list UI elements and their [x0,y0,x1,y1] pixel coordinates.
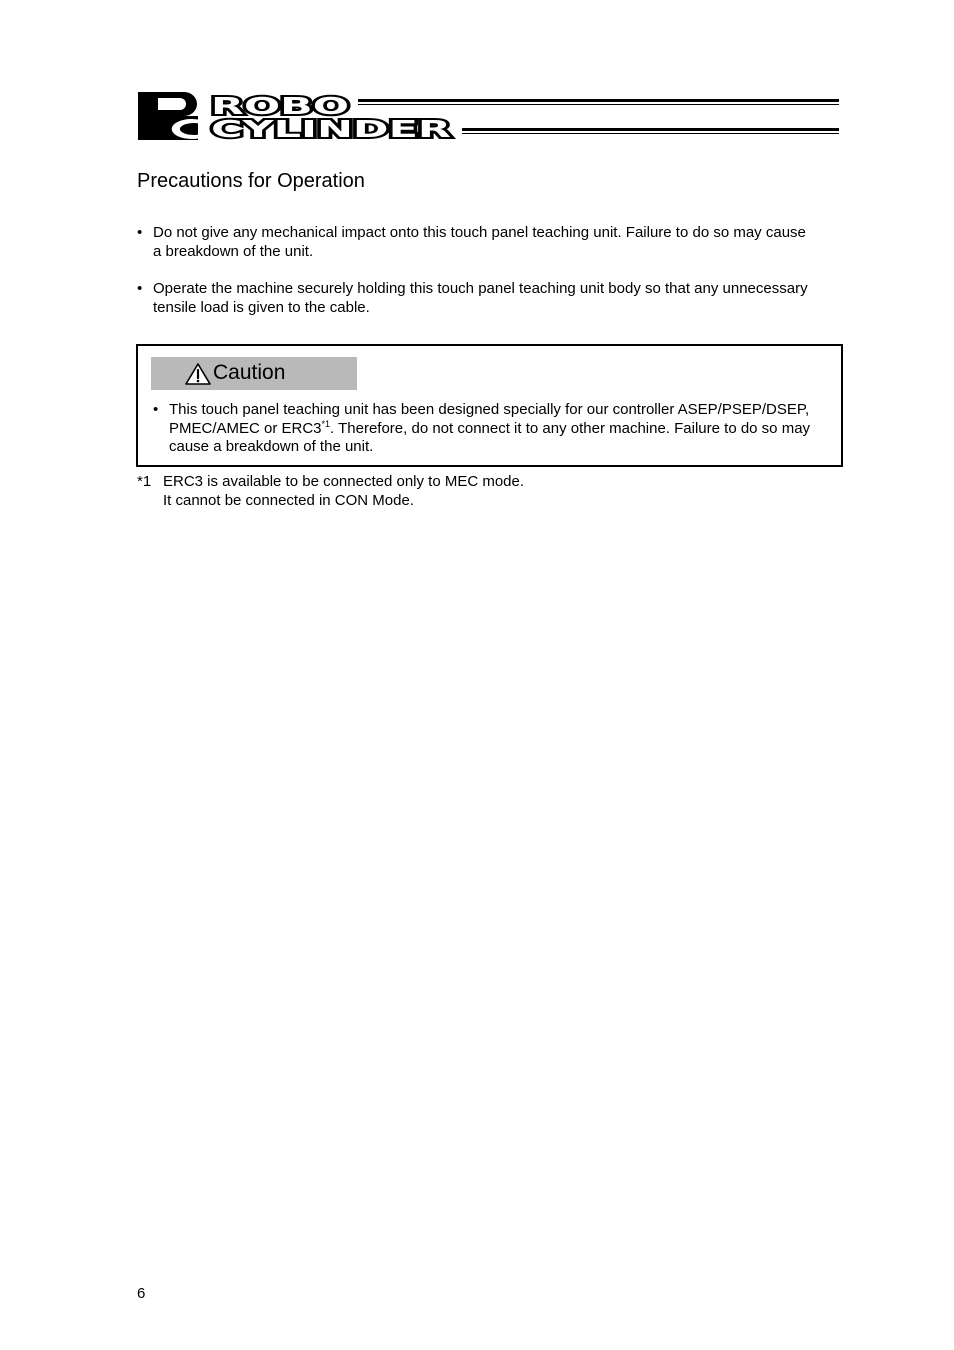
logo-line2: CYLINDER [211,117,452,142]
warning-triangle-icon [184,362,212,386]
footnote-line-1: ERC3 is available to be connected only to MEC mode. [163,473,525,490]
bullet-list [137,224,817,261]
logo-line1: ROBO [211,94,349,120]
caution-header [151,357,357,390]
caution-bullet [153,401,839,457]
bullet-item-1 [137,224,817,261]
header-rule-top [358,99,839,102]
footnote [137,473,817,510]
bullet-list-2 [137,280,817,317]
caution-label: Caution [213,361,286,384]
footnote-line-2: It cannot be connected in CON Mode. [163,491,414,509]
header [136,90,840,142]
rc-emblem-icon [138,92,210,140]
bullet-dot-icon: • [137,280,143,297]
page-title: Precautions for Operation [137,170,365,192]
caution-box [136,344,843,467]
footnote-mark: *1 [137,473,152,490]
page-number: 6 [137,1285,146,1302]
bullet-text: Operate the machine securely holding this touch panel teaching unit body so that any unnecessary tensile load is given to the cable. [153,280,808,316]
caution-text-before: This touch panel teaching unit has been designed specially for our controller ASEP/PSEP/DSEP, PMEC/AMEC or ERC3 [169,401,810,437]
header-rule-top-thin [358,104,839,105]
bullet-dot-icon: • [137,224,143,241]
header-rule-bottom [462,128,839,131]
bullet-text: Do not give any mechanical impact onto this touch panel teaching unit. Failure to do so may cause a breakdown of the unit. [153,224,806,260]
caution-text-after: . Therefore, do not connect it to any other machine. Failure to do so may cause a breakdown of the unit. [169,419,811,455]
caution-footnote-ref: *1 [321,418,331,429]
bullet-dot-icon: • [153,401,159,418]
header-rule-bottom-thin [462,133,839,134]
robo-cylinder-logo [136,90,466,142]
bullet-item-2 [137,280,817,317]
